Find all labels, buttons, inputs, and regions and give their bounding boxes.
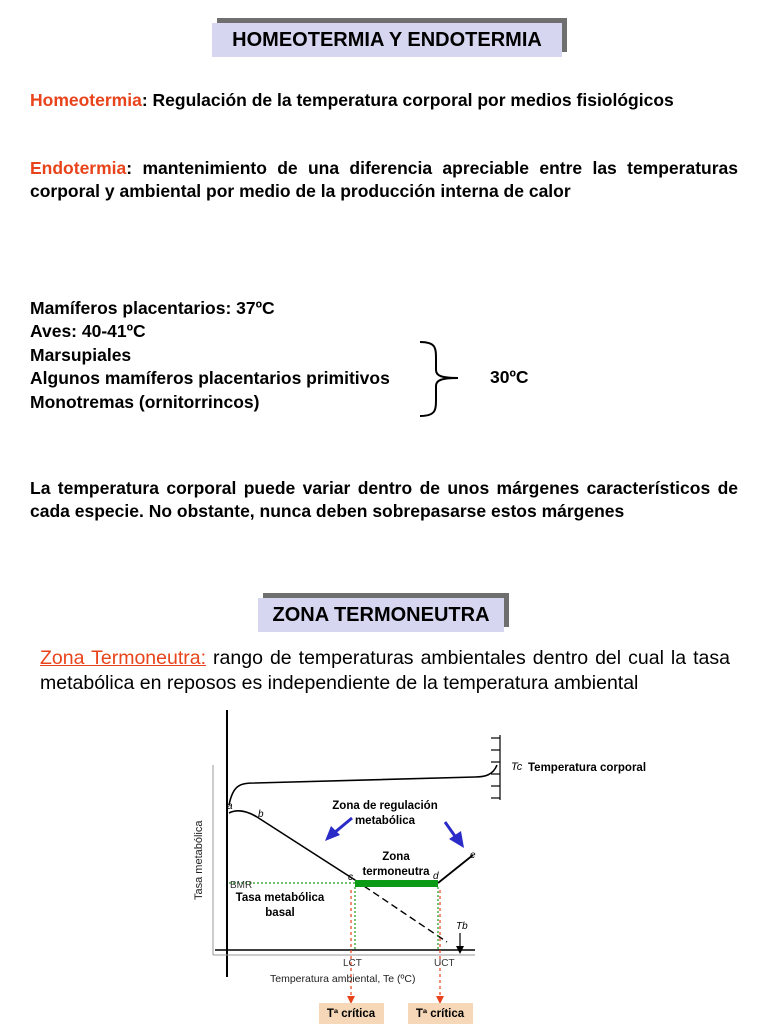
group-temperature: 30ºC [490,367,529,387]
extrapolation-line [355,880,447,942]
tb-label: Tb [456,921,468,932]
species-item: Marsupiales [30,345,132,365]
tc-label: Temperatura corporal [528,762,647,774]
regulation-zone-label-2: metabólica [354,815,416,827]
homeotermia-text: : Regulación de la temperatura corporal por medios fisiológicos [141,90,674,110]
curly-brace-icon [418,340,466,418]
zona-termoneutra-definition [40,646,730,696]
critical-high-arrowhead [436,996,444,1004]
basal-label-2: basal [265,907,295,919]
variation-paragraph: La temperatura corporal puede variar dentro de unos márgenes característicos de cada especie. No obstante, nunca deben sobrepasarse estos márgenes [30,478,738,521]
endotermia-term: Endotermia [30,158,127,178]
bmr-label: BMR [230,880,253,891]
thermoneutral-label-1: Zona [382,851,410,863]
species-item: Monotremas (ornitorrincos) [30,392,260,412]
homeotermia-definition [30,89,738,112]
thermoneutral-bar [355,880,438,887]
uct-label: UCT [434,958,455,969]
section-title-homeotermia: HOMEOTERMIA Y ENDOTERMIA [212,23,562,57]
basal-label-1: Tasa metabólica [235,892,325,904]
endotermia-definition [30,157,738,203]
body-temperature-curve [229,765,497,805]
critical-high-label: Tª crítica [415,1008,465,1020]
point-a: a [227,801,233,812]
metabolic-rate-curve [229,811,355,880]
point-e: e [470,850,476,861]
homeotermia-term: Homeotermia [30,90,142,110]
point-d: d [433,871,439,882]
x-axis-label: Temperatura ambiental, Te (ºC) [270,973,416,985]
thermoneutral-zone-diagram [185,705,685,1024]
critical-low-arrowhead [347,996,355,1004]
point-c: c [348,872,353,883]
species-item: Mamíferos placentarios: 37ºC [30,298,275,318]
point-b: b [258,809,264,820]
y-axis-label: Tasa metabólica [193,820,205,900]
zona-termoneutra-text: rango de temperaturas ambientales dentro del cual la tasa metabólica en reposos es independiente de la temperatura ambiental [40,647,730,694]
zona-termoneutra-term: Zona Termoneutra: [40,647,207,669]
tc-symbol: Tc [511,761,523,773]
lct-label: LCT [343,958,362,969]
regulation-zone-label-1: Zona de regulación [332,800,438,812]
species-item: Algunos mamíferos placentarios primitivos [30,368,390,388]
endotermia-text: : mantenimiento de una diferencia apreciable entre las temperaturas corporal y ambiental por medio de la producción interna de calor [30,158,738,201]
critical-low-label: Tª crítica [326,1008,376,1020]
thermoneutral-label-2: termoneutra [362,866,430,878]
species-item: Aves: 40-41ºC [30,321,146,341]
section-title-zona-termoneutra: ZONA TERMONEUTRA [258,598,504,632]
upper-metabolic-rise [438,855,473,883]
